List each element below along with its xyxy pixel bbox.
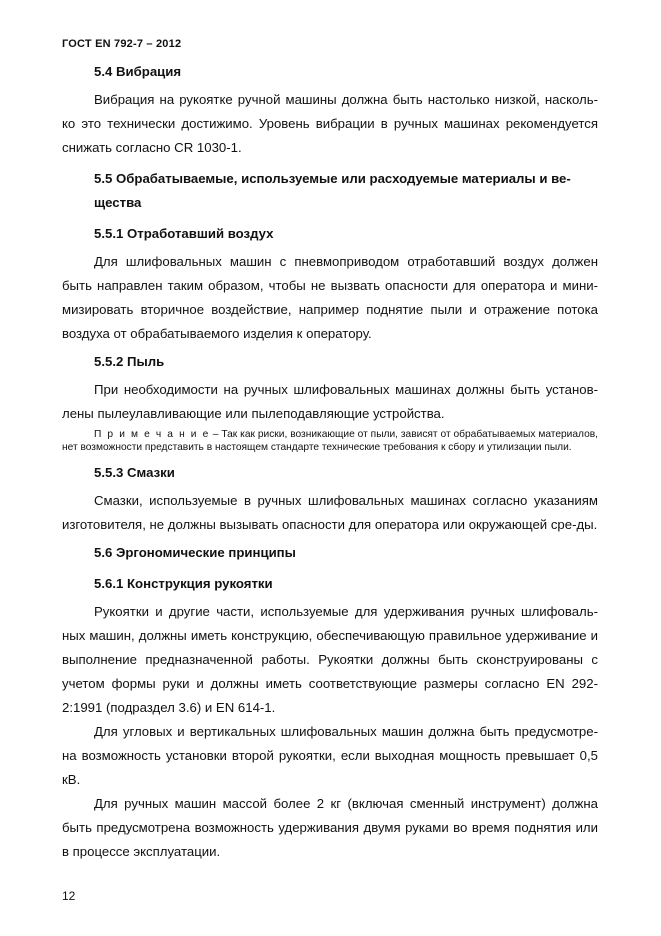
section-5-5-2-note xyxy=(62,428,598,454)
section-5-6-1-paragraph-3: Для ручных машин массой более 2 кг (включая сменный инструмент) должна быть предусмотрена возможность удерживания двумя руками во время поднятия или в процессе эксплуатации. xyxy=(62,796,598,859)
section-5-4-heading: 5.4 Вибрация xyxy=(94,64,182,79)
section-5-4-paragraph: Вибрация на рукоятке ручной машины должна быть настолько низкой, насколь-ко это технически достижимо. Уровень вибрации в ручных машинах рекомендуется снижать согласно CR 1030-1. xyxy=(62,92,598,155)
page-number: 12 xyxy=(62,889,76,903)
section-5-6-heading: 5.6 Эргономические принципы xyxy=(94,545,296,560)
document-code-header: ГОСТ EN 792-7 – 2012 xyxy=(62,38,182,50)
note-label: П р и м е ч а н и е xyxy=(94,429,210,440)
section-5-5-3-heading: 5.5.3 Смазки xyxy=(94,465,175,480)
section-5-5-1-heading: 5.5.1 Отработавший воздух xyxy=(94,226,274,241)
section-5-6-1-paragraph-1: Рукоятки и другие части, используемые для удерживания ручных шлифоваль-ных машин, должны иметь конструкцию, обеспечивающую правильное удерживание и выполнение предназначенной работы. Рукоятки должны быть сконструированы с учетом формы руки и должны иметь соответствующие размеры согласно EN 292-2:1991 (подраздел 3.6) и EN 614-1. xyxy=(62,604,598,715)
section-5-5-1-paragraph: Для шлифовальных машин с пневмоприводом отработавший воздух должен быть направлен таким образом, чтобы не вызвать опасности для оператора и мини-мизировать вторичное воздействие, например поднятие пыли и отражение потока воздуха от обрабатываемого изделия к оператору. xyxy=(62,254,598,341)
section-5-5-2-heading: 5.5.2 Пыль xyxy=(94,354,165,369)
section-5-5-3-paragraph: Смазки, используемые в ручных шлифовальных машинах согласно указаниям изготовителя, не должны вызывать опасности для оператора или окружающей сре-ды. xyxy=(62,493,598,532)
section-5-6-1-paragraph-2: Для угловых и вертикальных шлифовальных машин должна быть предусмотре-на возможность установки второй рукоятки, если выходная мощность превышает 0,5 кВ. xyxy=(62,724,598,787)
document-body xyxy=(62,60,598,864)
section-5-5-2-paragraph: При необходимости на ручных шлифовальных машинах должны быть установ-лены пылеулавливающие или пылеподавляющие устройства. xyxy=(62,382,598,421)
section-5-5-heading: 5.5 Обрабатываемые, используемые или расходуемые материалы и ве-щества xyxy=(94,171,571,210)
note-text: – Так как риски, возникающие от пыли, зависят от обрабатываемых материалов, нет возможности представить в настоящем стандарте технические требования к сбору и утилизации пыли. xyxy=(62,429,598,453)
section-5-6-1-heading: 5.6.1 Конструкция рукоятки xyxy=(94,576,273,591)
